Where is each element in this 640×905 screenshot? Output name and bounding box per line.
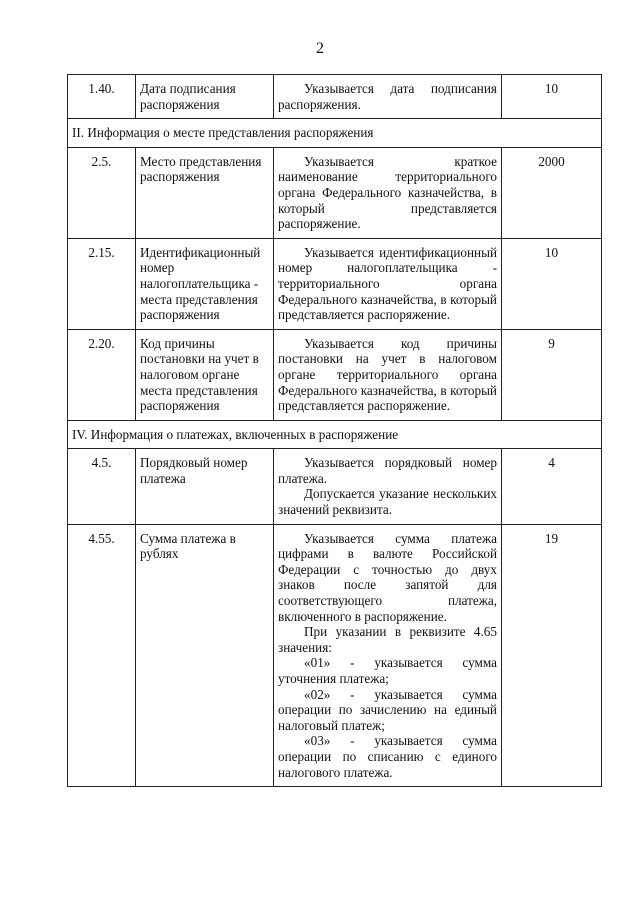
description-paragraph: «02» - указывается сумма операции по зачислению на единый налоговый платеж;: [278, 686, 497, 733]
field-length: 19: [502, 524, 602, 787]
requisite-description: [274, 449, 502, 524]
requisite-description: [274, 524, 502, 787]
requisite-name: Дата подписания распоряжения: [136, 75, 274, 119]
description-paragraph: «03» - указывается сумма операции по списанию с единого налогового платежа.: [278, 733, 497, 780]
row-number: 2.15.: [68, 238, 136, 329]
field-length: 2000: [502, 147, 602, 238]
section-heading: II. Информация о месте представления распоряжения: [68, 119, 602, 148]
description-paragraph: Указывается сумма платежа цифрами в валюте Российской Федерации с точностью до двух знаков после запятой для соответствующего платежа, включенного в распоряжение.: [278, 530, 497, 624]
section-row: [68, 420, 602, 449]
field-length: 10: [502, 75, 602, 119]
section-row: [68, 119, 602, 148]
description-paragraph: Указывается краткое наименование территориального органа Федерального казначейства, в который представляется распоряжение.: [278, 153, 497, 232]
row-number: 4.55.: [68, 524, 136, 787]
description-paragraph: Указывается код причины постановки на учет в налоговом органе территориального органа Федерального казначейства, в который представляется распоряжение.: [278, 335, 497, 414]
page-number: 2: [316, 40, 324, 57]
row-number: 2.5.: [68, 147, 136, 238]
requisite-name: Место представления распоряжения: [136, 147, 274, 238]
table-row: [68, 147, 602, 238]
table-row: [68, 238, 602, 329]
field-length: 4: [502, 449, 602, 524]
table-row: [68, 449, 602, 524]
requisite-description: [274, 147, 502, 238]
requisite-name: Идентификационный номер налогоплательщика - места представления распоряжения: [136, 238, 274, 329]
table-row: [68, 524, 602, 787]
description-paragraph: Указывается дата подписания распоряжения.: [278, 81, 497, 112]
section-heading: IV. Информация о платежах, включенных в распоряжение: [68, 420, 602, 449]
field-length: 9: [502, 329, 602, 420]
description-paragraph: При указании в реквизите 4.65 значения:: [278, 624, 497, 655]
description-paragraph: Указывается порядковый номер платежа.: [278, 455, 497, 486]
requisite-description: [274, 329, 502, 420]
description-paragraph: Указывается идентификационный номер налогоплательщика - территориального органа Федерального казначейства, в который представляется распоряжение.: [278, 244, 497, 323]
field-length: 10: [502, 238, 602, 329]
requisite-description: [274, 238, 502, 329]
description-paragraph: «01» - указывается сумма уточнения платежа;: [278, 655, 497, 686]
row-number: 2.20.: [68, 329, 136, 420]
table-row: [68, 75, 602, 119]
requisite-name: Порядковый номер платежа: [136, 449, 274, 524]
requisite-name: Код причины постановки на учет в налоговом органе места представления распоряжения: [136, 329, 274, 420]
row-number: 1.40.: [68, 75, 136, 119]
table-row: [68, 329, 602, 420]
row-number: 4.5.: [68, 449, 136, 524]
requisite-name: Сумма платежа в рублях: [136, 524, 274, 787]
requisite-description: [274, 75, 502, 119]
requisites-table: [67, 74, 602, 787]
description-paragraph: Допускается указание нескольких значений реквизита.: [278, 486, 497, 518]
